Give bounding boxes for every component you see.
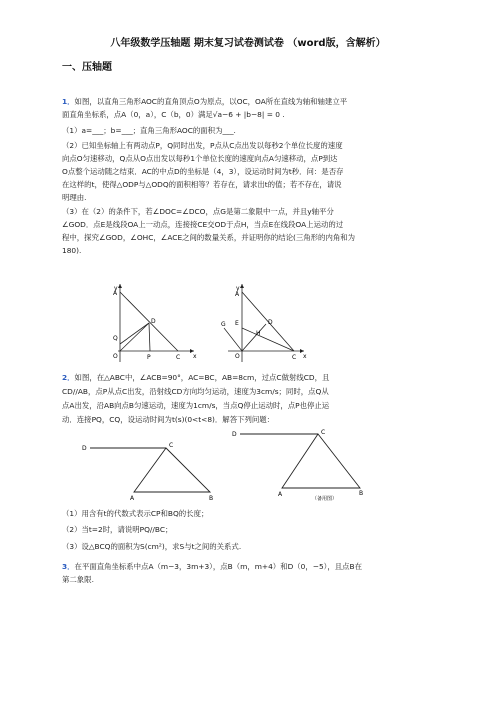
q1-line-10: ∠GOD．点E是线段OA上一动点，连接接CE交OD于点H，当点E在线段OA上运动的过 (62, 220, 344, 229)
fig3-label-c: C (169, 442, 174, 449)
q1-line-3: （1）a=___；b=___；直角三角形AOC的面积为___. (62, 126, 236, 135)
fig2-label-g: G (221, 321, 226, 328)
q1-line-9: （3）在（2）的条件下，若∠DOC=∠DCO，点G是第二象限中一点，并且y轴平分 (62, 207, 334, 216)
fig1-label-q: Q (113, 335, 118, 342)
page-title: 八年级数学压轴题 期末复习试卷测试卷 （word版，含解析） (110, 38, 386, 49)
q2-line-2: CD//AB，点P从点C出发，沿射线CD方向均匀运动，速度为3cm/s；同时，点Q从 (62, 387, 329, 396)
fig4-caption: （备用图） (312, 496, 338, 502)
fig1-label-x: x (193, 353, 197, 360)
q3-line-1: 3．在平面直角坐标系中点A（m−3，3m+3），点B（m，m+4）和D（0，−5），且点B在 (62, 562, 362, 571)
fig4-label-a: A (278, 491, 283, 498)
q2-part-2: （2）当t=2时，请说明PQ//BC； (62, 525, 173, 534)
fig2-label-h: H (256, 330, 261, 337)
q2-line-3: 点A出发，沿AB向点B匀速运动，速度为1cm/s，当点Q停止运动时，点P也停止运 (62, 401, 330, 410)
q1-line-6: O点整个运动随之结束．AC的中点D的坐标是（4，3），设运动时间为t秒．问：是否存 (62, 167, 344, 176)
figure-4 (232, 428, 382, 504)
fig2-label-a: A (235, 291, 240, 298)
fig1-label-o: O (113, 353, 118, 360)
q2-line-4: 动．连接PQ，CQ，设运动时间为t(s)(0<t<8)．解答下列问题： (62, 415, 275, 424)
fig3-label-a: A (130, 495, 135, 502)
fig1-label-d: D (151, 318, 156, 325)
fig1-label-p: P (147, 354, 151, 361)
fig4-label-b: B (359, 490, 364, 497)
fig3-label-d: D (82, 445, 87, 452)
fig1-label-y: y (114, 285, 118, 292)
q2-number: 2． (62, 373, 75, 382)
figure-2 (218, 278, 310, 364)
q3-line-2: 第二象限. (62, 575, 94, 584)
fig3-label-b: B (209, 495, 214, 502)
fig2-label-o: O (235, 353, 240, 360)
q2-line-1: 2．如图，在△ABC中，∠ACB=90°，AC=BC，AB=8cm，过点C做射线CD，且 (62, 373, 330, 382)
fig2-label-c: C (292, 354, 297, 361)
fig4-label-d: D (232, 431, 237, 438)
fig1-label-c: C (176, 354, 181, 361)
q1-line-4: （2）已知坐标轴上有两动点P，Q同时出发，P点从C点出发以每秒2个单位长度的速度 (62, 141, 343, 150)
q1-line-5: 向点O匀速移动，Q点从O点出发以每秒1个单位长度的速度向点A匀速移动，点P到达 (62, 154, 338, 163)
q1-line-8: 明理由. (62, 193, 87, 202)
section-heading: 一、压轴题 (62, 62, 112, 73)
fig2-label-y: y (236, 285, 240, 292)
figure-3 (82, 440, 222, 504)
q2-part-1: （1）用含有t的代数式表示CP和BQ的长度； (62, 509, 209, 518)
fig1-label-a: A (113, 290, 118, 297)
fig2-label-x: x (303, 353, 307, 360)
q1-line-11: 程中，探究∠GOD，∠OHC，∠ACE之间的数量关系，并证明你的结论(三角形的内角和为 (62, 233, 356, 242)
figure-1 (108, 278, 200, 364)
q3-number: 3． (62, 562, 75, 571)
q1-line-1: 1．如图，以直角三角形AOC的直角顶点O为原点，以OC，OA所在直线为轴和轴建立平 (62, 97, 348, 106)
q1-number: 1． (62, 97, 75, 106)
q2-part-3: （3）设△BCQ的面积为S(cm²)，求S与t之间的关系式. (62, 542, 242, 551)
q1-line-7: 在这样的t，使得△ODP与△ODQ的面积相等？若存在，请求出t的值；若不存在，请说 (62, 180, 342, 189)
fig4-label-c: C (321, 429, 326, 436)
q1-line-12: 180). (62, 246, 82, 255)
fig2-label-e: E (235, 320, 239, 327)
q1-line-2: 面直角坐标系，点A（0，a），C（b，0）满足√a−6 + |b−8| = 0 . (62, 110, 285, 119)
fig2-label-d: D (268, 319, 273, 326)
